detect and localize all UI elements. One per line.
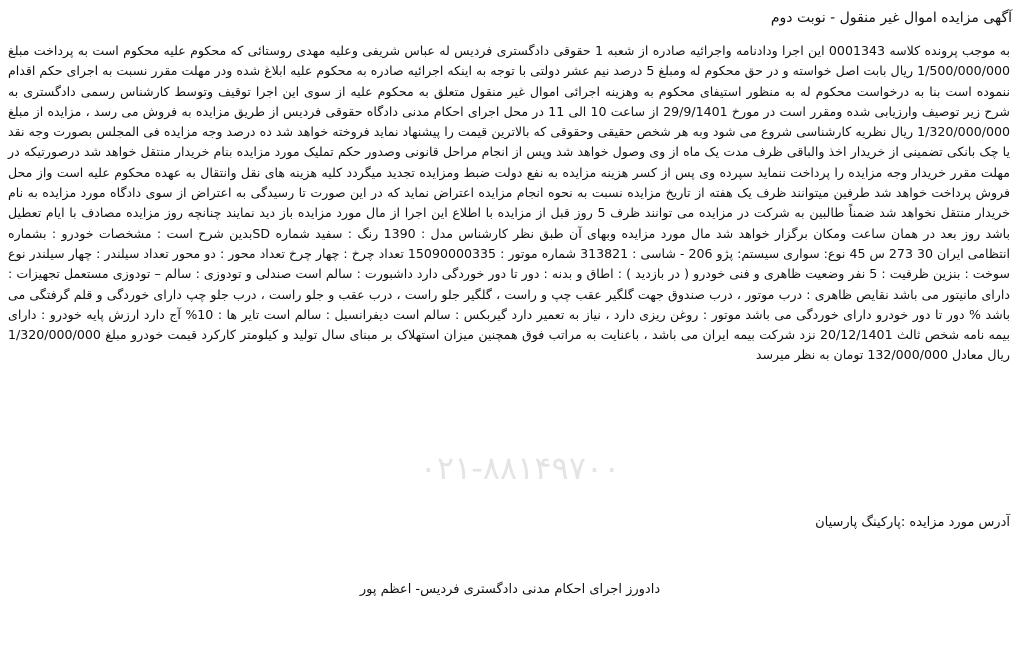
notice-body-text: به موجب پرونده کلاسه 0001343 این اجرا ودادنامه واجرائیه صادره از شعبه 1 حقوقی دادگستری فردیس له عباس شریفی وعلیه مهدی روستائی که محکوم علیه محکوم است به پرداخت مبلغ 1/500/000/000 ریال بابت اصل خواسته و در حق محکوم له ومبلغ 5 درصد نیم عشر دولتی با توجه به اینکه اجرائیه صادره به محکوم علیه ابلاغ شده ودر مهلت مقرر نسبت به اجرای حکم اقدام ننموده است بنا به درخواست محکوم له به منظور استیفای محکوم به وهزینه اجرائی اموال غیر منقول متعلق به محکوم علیه از سوی این اجرا توقیف وتوسط کارشناس رسمی دادگستری به شرح زیر توصیف وارزیابی شده ومقرر است در مورخ 29/9/1401 از ساعت 10 الی 11 در محل اجرای احکام مدنی دادگاه حقوقی فردیس از طریق مزایده به فروش می رسد ، مزایده از مبلغ 1/320/000/000 ریال نظریه کارشناسی شروع می شود وبه هر شخص حقیقی وحقوقی که بالاترین قیمت را پیشنهاد نماید فروخته خواهد شد ده درصد وجه مزایده فی المجلس بصورت وجه نقد یا چک بانکی تضمینی از خریدار اخذ والباقی ظرف مدت یک ماه از وی وصول خواهد شد وپس از انجام مراحل قانونی وصدور حکم تملیک مورد مزایده بنام خریدار منتقل خواهد شد درصورتیکه در مهلت مقرر خریدار وجه مزایده را پرداخت ننماید سپرده وی پس از کسر هزینه مزایده به نفع دولت ضبط ومزایده تجدید میگردد کلیه هزینه های نقل وانتقال به عهده محکوم علیه است واز محل فروش پرداخت خواهد شد طرفین میتوانند ظرف یک هفته از تاریخ مزایده نسبت به نحوه انجام مزایده اعتراض نماید که در این صورت تا رسیدگی به اعتراض از سوی دادگاه مورد مزایده به نام خریدار منتقل نخواهد شد ضمناً طالبین به شرکت در مزایده می توانند ظرف 5 روز قبل از مزایده با اطلاع این اجرا از مال مورد مزایده باز دید نمایند چنانچه روز مزایده مصادف با ایام تعطیل باشد روز بعد در همان ساعت ومکان برگزار خواهد شد مال مورد مزایده وبهای آن طبق نظر کارشناس مدل : 1390 رنگ : سفید شماره SDبدین شرح است : مشخصات خودرو : بشماره انتظامی ایران 30 273 س 45 نوع: سواری سیستم: پژو 206 - شاسی : 313821 شماره موتور : 15090000335 تعداد چرخ : چهار چرخ تعداد محور : دو محور تعداد سیلندر : چهار سیلندر نوع سوخت : بنزین ظرفیت : 5 نفر وضعیت ظاهری و فنی خودرو ( در بازدید ) : اطاق و بدنه : دور تا دور خوردگی دارد داشبورت : سالم است صندلی و تودوزی : سالم – تودوزی مستعمل تجهیزات : دارای مانیتور می باشد نقایص ظاهری : درب موتور ، درب صندوق جهت گلگیر عقب چپ و راست ، گلگیر جلو راست ، درب عقب و جلو راست ، درب جلو چپ دارای خوردگی و قلم گرفتگی می باشد % دور تا دور خودرو دارای خوردگی می باشد موتور : روغن ریزی دارد ، نیاز به تعمیر دارد گیربکس : سالم است دیفرانسیل : سالم است تایر ها : 10% آج دارد ارزش پایه خودرو : دارای بیمه نامه شخص ثالث 20/12/1401 نزد شرکت بیمه ایران می باشد ، باعنایت به مراتب فوق همچنین میزان استهلاک بر مبنای سال تولید و کیلومتر کارکرد قیمت خودرو مبلغ 1/320/000/000 ریال معادل 132/000/000 تومان به نظر میرسد [8,43,1010,363]
officer-signature-line: دادورز اجرای احکام مدنی دادگستری فردیس- اعظم پور [359,582,661,597]
watermark-phone-number: ۰۲۱-۸۸۱۴۹۷۰۰ [419,449,621,487]
auction-address: آدرس مورد مزایده :پارکینگ پارسیان [815,515,1010,530]
notice-title: آگهی مزایده اموال غیر منقول - نوبت دوم [770,10,1012,26]
